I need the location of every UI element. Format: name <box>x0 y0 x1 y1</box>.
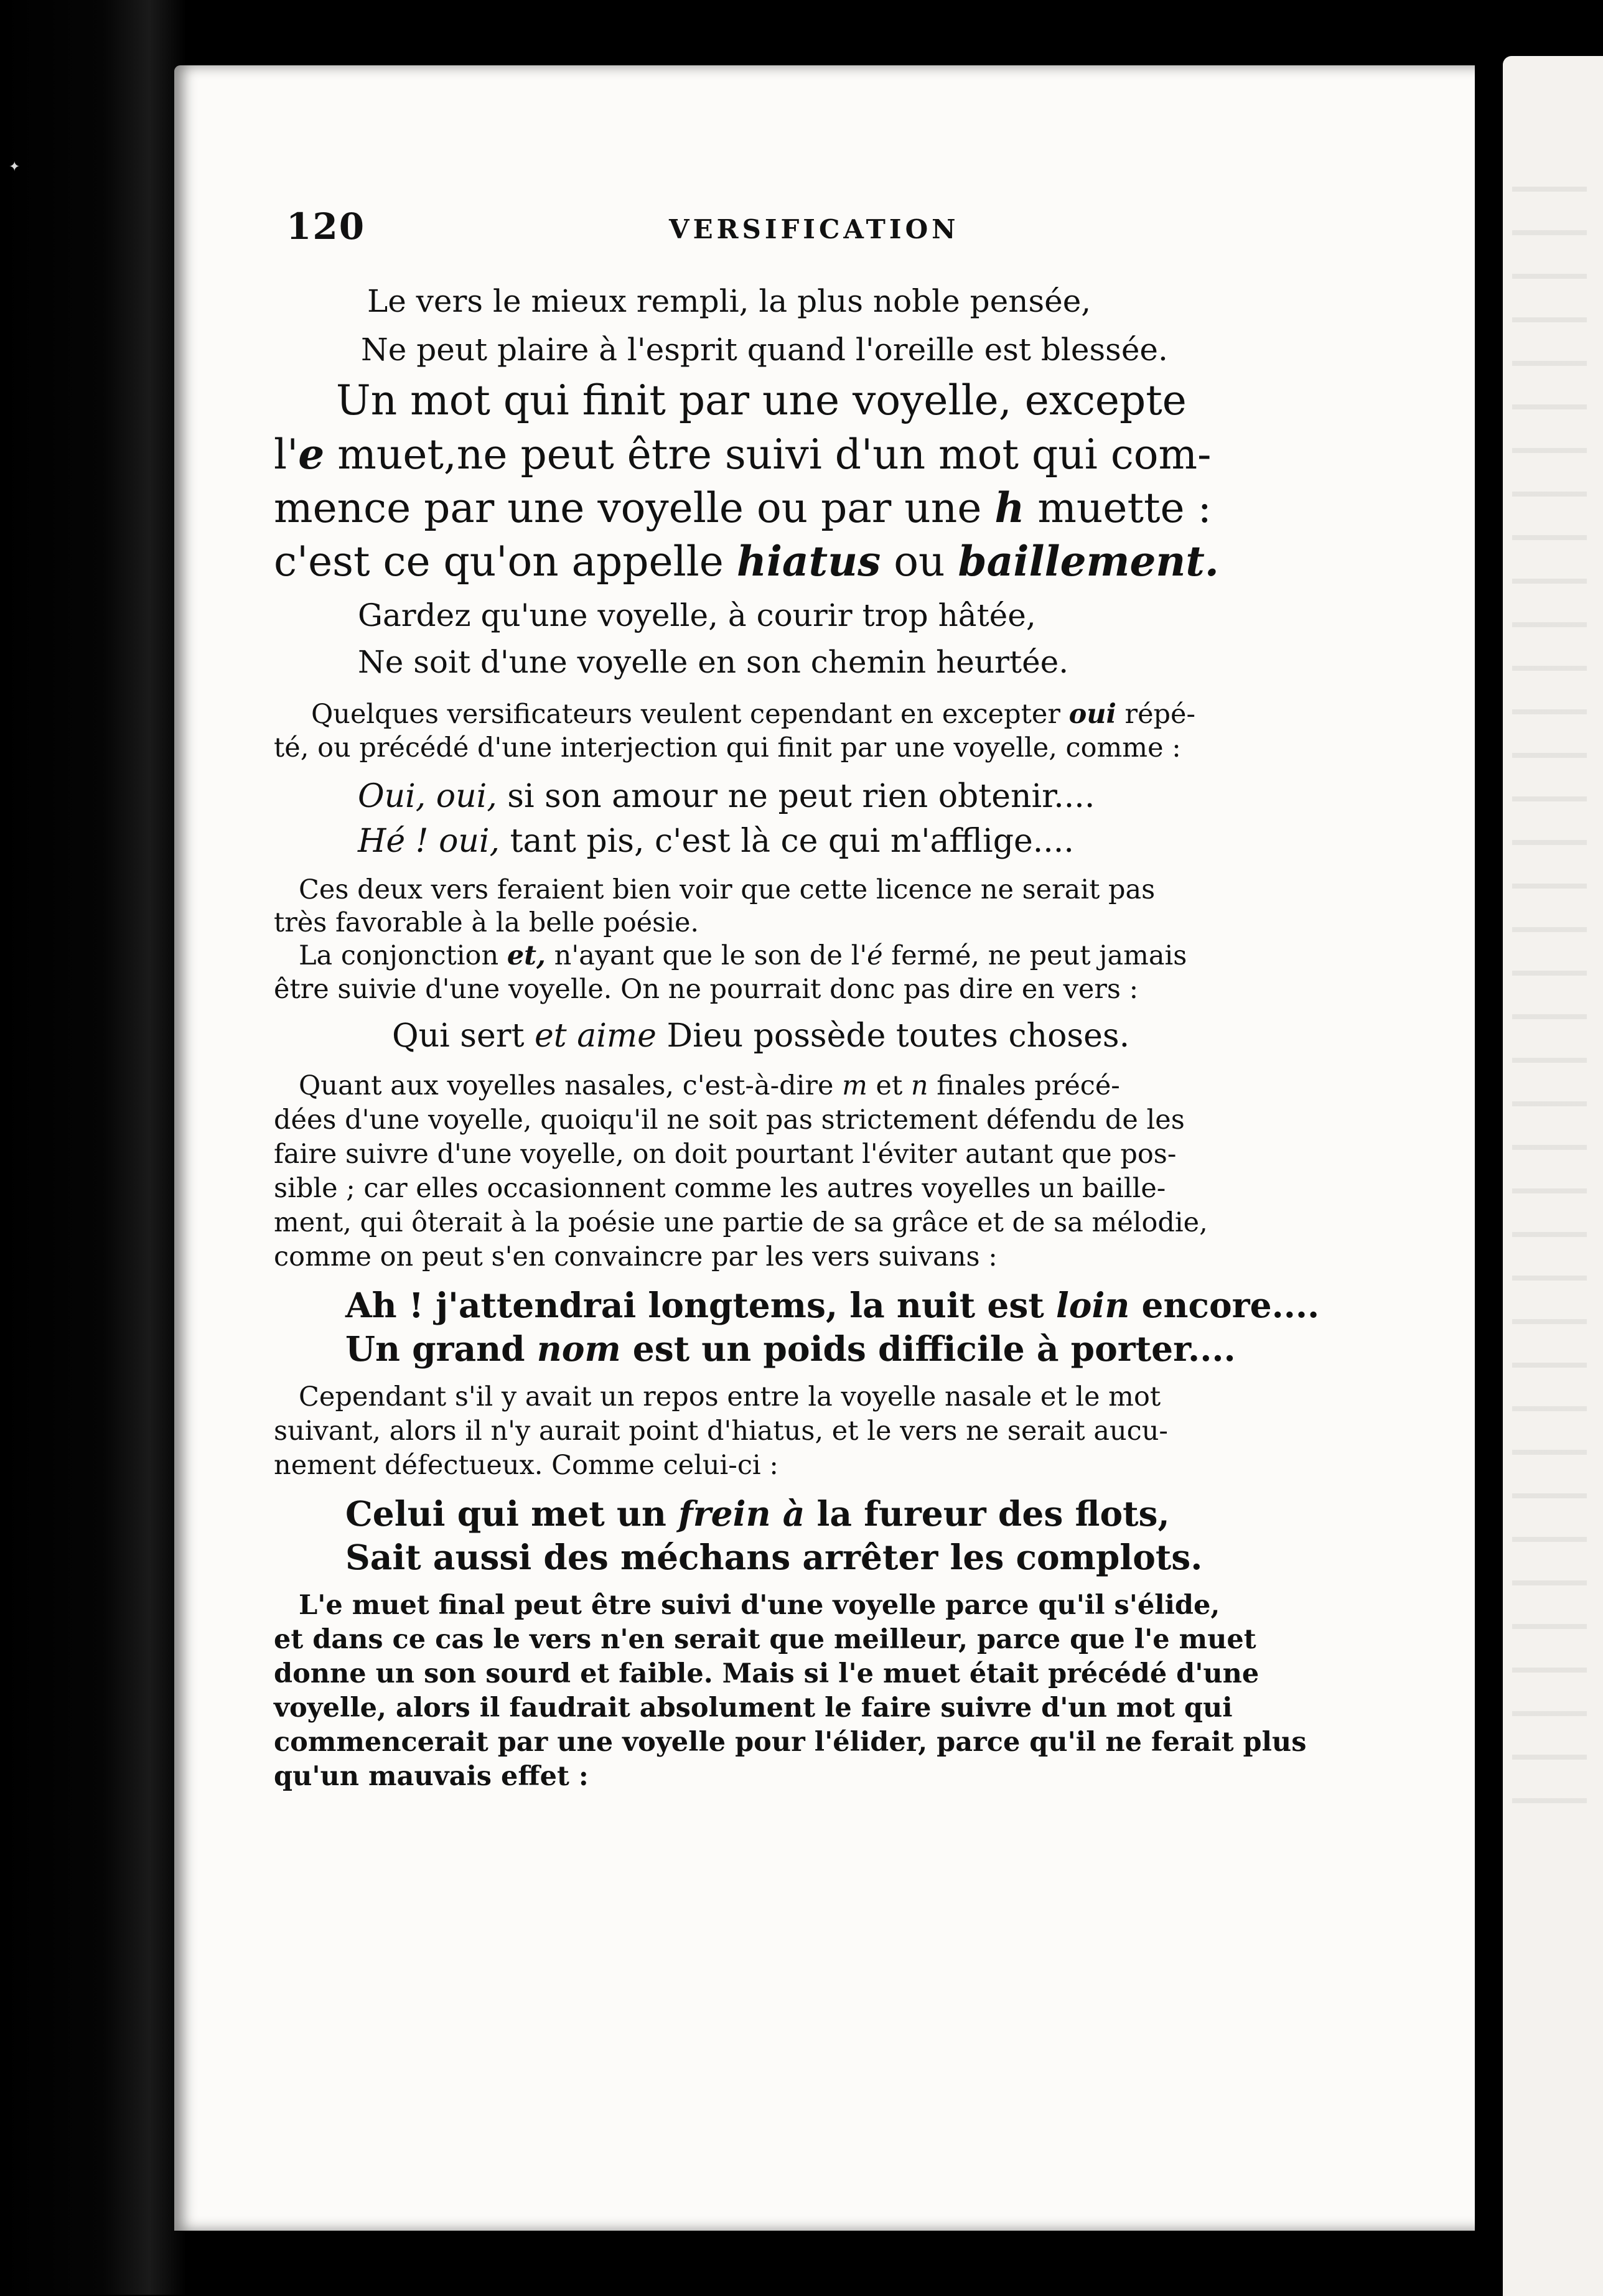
text-line: comme on peut s'en convaincre par les vers suivans : <box>274 1241 998 1272</box>
text-line: donne un son sourd et faible. Mais si l'e muet était précédé d'une <box>274 1658 1260 1689</box>
text-line: L'e muet final peut être suivi d'une voyelle parce qu'il s'élide, <box>299 1590 1220 1621</box>
text-line: faire suivre d'une voyelle, on doit pourtant l'éviter autant que pos- <box>274 1139 1177 1170</box>
text-line: qu'un mauvais effet : <box>274 1761 589 1792</box>
page-number: 120 <box>286 205 366 248</box>
verse-line: Sait aussi des méchans arrêter les complots. <box>345 1537 1203 1577</box>
text-line: l'e muet,ne peut être suivi d'un mot qui com- <box>274 430 1212 478</box>
text-line: mence par une voyelle ou par une h muette : <box>274 483 1212 532</box>
header-title: VERSIFICATION <box>669 214 960 245</box>
text-line: Quant aux voyelles nasales, c'est-à-dire m et n finales précé- <box>299 1070 1120 1101</box>
text-line: c'est ce qu'on appelle hiatus ou baillement. <box>274 537 1219 586</box>
text-line: La conjonction et, n'ayant que le son de l'é fermé, ne peut jamais <box>299 940 1187 971</box>
verse-line: Le vers le mieux rempli, la plus noble pensée, <box>367 283 1091 319</box>
verse-line: Ne peut plaire à l'esprit quand l'oreille est blessée. <box>361 332 1168 368</box>
running-head <box>286 205 1603 255</box>
book-spine <box>0 0 187 2295</box>
text-line: Quelques versificateurs veulent cependant en excepter oui répé- <box>311 699 1196 730</box>
text-line: voyelle, alors il faudrait absolument le faire suivre d'un mot qui <box>274 1692 1233 1724</box>
term-hiatus: hiatus <box>736 537 881 586</box>
verse-line: Un grand nom est un poids difficile à porter.... <box>345 1328 1236 1369</box>
term-baillement: baillement. <box>958 537 1219 586</box>
text-line: être suivie d'une voyelle. On ne pourrait donc pas dire en vers : <box>274 974 1139 1005</box>
text-line: nement défectueux. Comme celui-ci : <box>274 1450 778 1481</box>
verse-line: Gardez qu'une voyelle, à courir trop hâtée, <box>358 597 1036 633</box>
page-gutter <box>1475 65 1500 2231</box>
text-line: Cependant s'il y avait un repos entre la voyelle nasale et le mot <box>299 1381 1161 1412</box>
verse-line: Celui qui met un frein à la fureur des flots, <box>345 1493 1170 1534</box>
verse-line: Ah ! j'attendrai longtems, la nuit est loin encore.... <box>345 1285 1320 1325</box>
text-line: Un mot qui finit par une voyelle, excepte <box>336 376 1187 424</box>
text-line: suivant, alors il n'y aurait point d'hiatus, et le vers ne serait aucu- <box>274 1416 1168 1447</box>
margin-mark-icon: ✦ <box>9 159 21 175</box>
quote-line: Oui, oui, si son amour ne peut rien obtenir.... <box>358 778 1095 815</box>
text-line: sible ; car elles occasionnent comme les autres voyelles un baille- <box>274 1173 1166 1204</box>
text-line: té, ou précédé d'une interjection qui finit par une voyelle, comme : <box>274 732 1181 763</box>
text-line: Ces deux vers feraient bien voir que cette licence ne serait pas <box>299 874 1156 905</box>
text-line: et dans ce cas le vers n'en serait que meilleur, parce que l'e muet <box>274 1624 1256 1655</box>
bleed-through-text <box>1512 187 1587 1804</box>
text-line: ment, qui ôterait à la poésie une partie de sa grâce et de sa mélodie, <box>274 1207 1208 1238</box>
text-line: dées d'une voyelle, quoiqu'il ne soit pas strictement défendu de les <box>274 1104 1185 1136</box>
quote-line: Hé ! oui, tant pis, c'est là ce qui m'afflige.... <box>358 823 1074 860</box>
verse-line: Ne soit d'une voyelle en son chemin heurtée. <box>358 644 1069 680</box>
text-line: très favorable à la belle poésie. <box>274 907 699 938</box>
text-line: commencerait par une voyelle pour l'élider, parce qu'il ne ferait plus <box>274 1727 1307 1758</box>
quote-line: Qui sert et aime Dieu possède toutes choses. <box>392 1017 1130 1055</box>
